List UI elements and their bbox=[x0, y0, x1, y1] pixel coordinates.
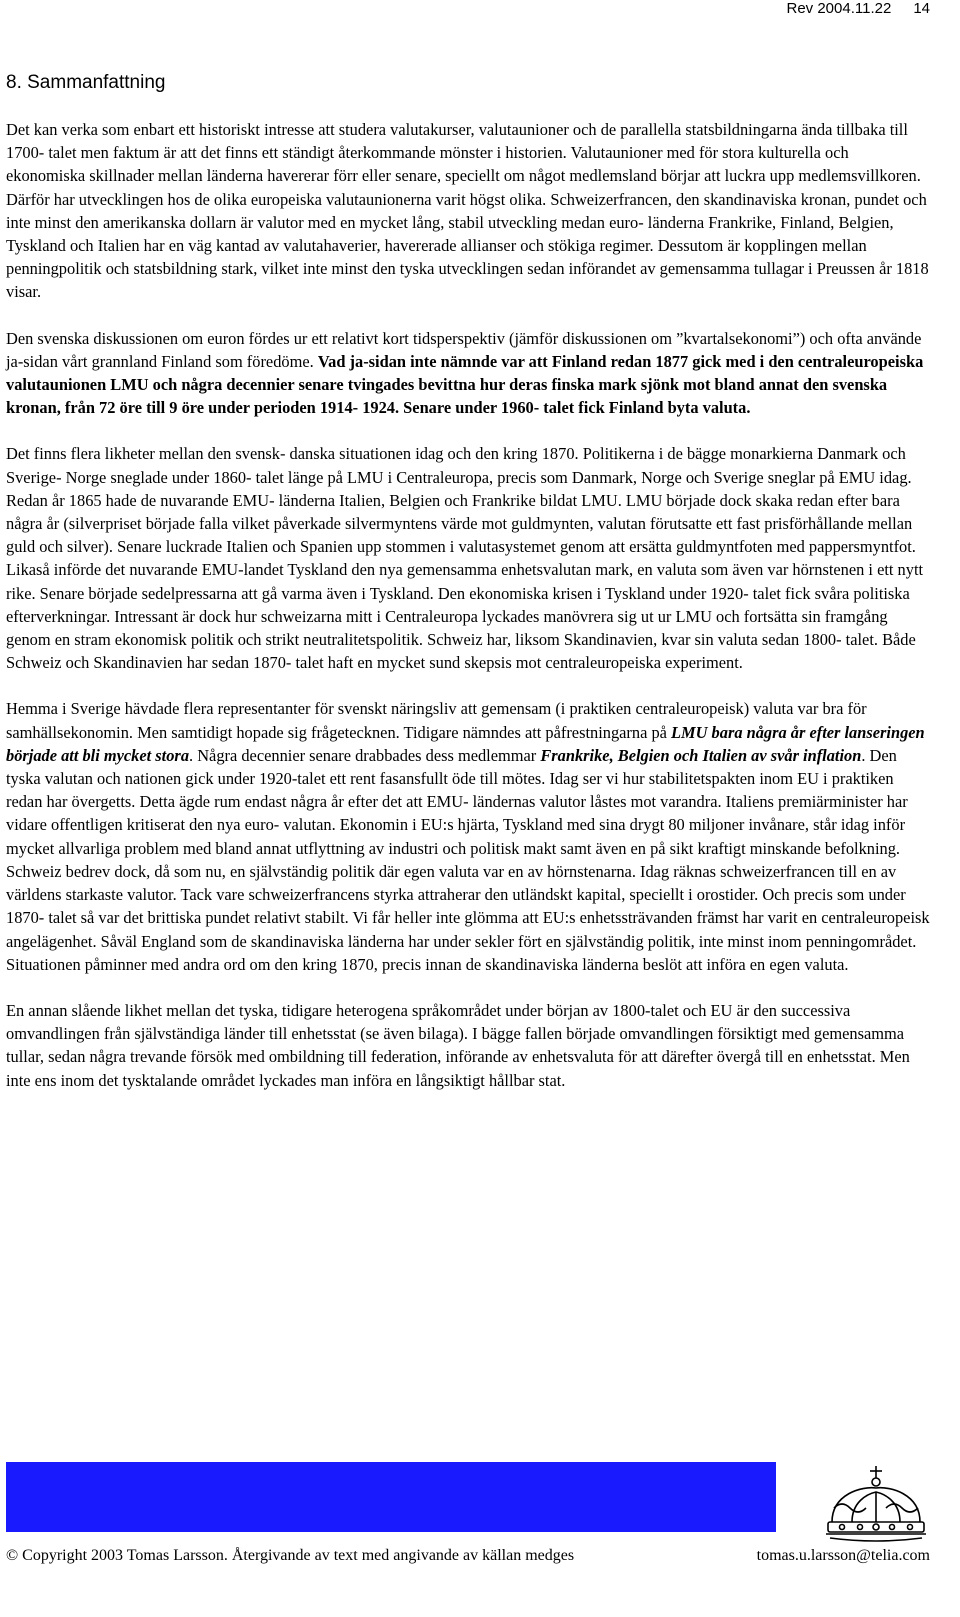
document-body bbox=[6, 118, 931, 1115]
revision-label: Rev 2004.11.22 bbox=[786, 0, 892, 17]
paragraph-3: Det finns flera likheter mellan den svensk- danska situationen idag och den kring 1870. Politikerna i de bägge monarkierna Danmark och Sverige- Norge sneglade under 1860- talet länge på LMU i Centraleuropa, precis som Danmark, Norge och Sverige sneglar på EMU idag. Redan år 1865 hade de nuvarande EMU- länderna Italien, Belgien och Frankrike bildat LMU. LMU började dock skaka redan efter bara några år (silverpriset började falla vilket påverkade silvermyntens värde mot guldmynten, valutan förutsatte ett fast prisförhållande mellan guld och silver). Senare luckrade Italien och Spanien upp stommen i valutasystemet genom att ersätta guldmyntfoten med pappersmyntfot. Likaså införde det nuvarande EMU-landet Tyskland den nya gemensamma enhetsvalutan mark, en valuta som även var hörnstenen i ett nytt rike. Senare började sedelpressarna att gå varma även i Tyskland. Den ekonomiska krisen i Tyskland under 1920- talet fick svåra politiska efterverkningar. Intressant är dock hur schweizarna mitt i Centraleuropa lyckades manövrera sig ut ur LMU och fortsätta sin framgång genom en stram ekonomisk politik och strikt neutralitetspolitik. Schweiz har, liksom Skandinavien, kvar sin valuta sedan 1800- talet. Både Schweiz och Skandinavien har sedan 1870- talet haft en mycket sund skepsis mot centraleuropeiska experiment. bbox=[6, 444, 924, 673]
footer-email: tomas.u.larsson@telia.com bbox=[756, 1547, 930, 1564]
p2-text-intro: Den svenska diskussionen om euron fördes ur ett relativt kort tidsperspektiv (jämför diskussionen om ”kvartalsekonomi”) och ofta använde ja-sidan vårt grannland Finland som föredöme. bbox=[6, 328, 922, 371]
p4-text-a: Hemma i Sverige hävdade flera representanter för svenskt näringsliv att gemensam (i praktiken centraleuropeisk) valuta var bra för samhällsekonomin. Men samtidigt hopade sig frågetecknen. Tidigare nämndes att påfrestningarna på bbox=[6, 699, 867, 742]
p1-text-rest: Schweizerfrancen, den skandinaviska kronan, pundet och inte minst den amerikanska dollarn är valutor med en mycket lång, stabil utveckling medan euro- länderna Frankrike, Finland, Belgien, Tyskland och Italien har en väg kantad av valutahaverier, havererade allianser och stökiga regimer. Dessutom är kopplingen mellan penningpolitik och statsbildning stark, vilket inte minst den tyska utvecklingen sedan införandet av gemensamma tullagar i Preussen år 1818 visar. bbox=[6, 189, 929, 302]
page-number: 14 bbox=[913, 0, 930, 17]
paragraph-1 bbox=[6, 118, 931, 304]
copyright-text: © Copyright 2003 Tomas Larsson. Återgivande av text med angivande av källan medges bbox=[6, 1547, 575, 1564]
p2-text-bold: Vad ja-sidan inte nämnde var att Finland redan 1877 gick med i den centraleuropeiska valutaunionen LMU och några decennier senare tvingades bevittna hur deras finska mark sjönk mot bland annat den svenska kronan, från 72 öre till 9 öre under perioden 1914- 1924. Senare under 1960- talet fick Finland byta valuta. bbox=[6, 351, 924, 418]
footer-blue-bar bbox=[6, 1462, 776, 1532]
section-heading: 8. Sammanfattning bbox=[6, 72, 166, 93]
p1-text-intro: Det kan verka som enbart ett historiskt intresse att studera valutakurser, valutaunioner och de parallella statsbildningarna ända tillbaka till 1700- talet men faktum är att det finns ett ständigt återkommande mönster i historien. bbox=[6, 120, 908, 163]
paragraph-2 bbox=[6, 327, 931, 420]
p4-text-bold-italic-2: Frankrike, Belgien och Italien av svår inflation bbox=[540, 745, 862, 765]
p4-text-c: . Några decennier senare drabbades dess medlemmar bbox=[189, 745, 541, 765]
paragraph-4 bbox=[6, 697, 931, 975]
p4-text-e: . Den tyska valutan och nationen gick under 1920-talet ett rent fasansfullt öde till mötes. Idag ser vi hur stabilitetspakten inom EU i praktiken redan har övergetts. Detta ägde rum endast några år efter det att EMU- ländernas valutor låstes mot varandra. Italiens premiärminister har vidare offentligen kritiserat den nya euro- valutan. Ekonomin i EU:s hjärta, Tyskland med sina drygt 80 miljoner invånare, står idag inför mycket allvarliga problem med bland annat utflyttning av industri och politisk makt samt även en på sikt kraftigt minskande befolkning. Schweiz bedrev dock, då som nu, en självständig politik där egen valuta var en av hörnstenarna. Idag räknas schweizerfrancen till en av världens starkaste valutor. Tack vare schweizerfrancens styrka attraherar den utländskt kapital, speciellt i orostider. Och precis som under 1870- talet så var det brittiska pundet relativt stabilt. Vi får heller inte glömma att EU:s enhetssträvanden främst har varit en centraleuropeisk angelägenhet. Såväl England som de skandinaviska länderna har under sekler fört en självständig politik, inte minst inom penningområdet. Situationen påminner med andra ord om den kring 1870, precis innan de skandinaviska länderna beslöt att införa en egen valuta. bbox=[6, 745, 930, 974]
p4-text-bold-italic-1: LMU bara några år efter lanseringen började att bli mycket stora bbox=[6, 722, 925, 765]
p1-text-emphasis: Valutaunioner med för stora kulturella och ekonomiska skillnader mellan länderna havererar förr eller senare, speciellt om något medlemsland börjar att luckra upp medlemsvillkoren. Därför har utvecklingen hos de olika europeiska valutaunionerna varit högst olika. bbox=[6, 143, 921, 209]
crown-logo-icon bbox=[812, 1464, 940, 1544]
paragraph-5: En annan slående likhet mellan det tyska, tidigare heterogena språkområdet under början av 1800-talet och EU är den successiva omvandlingen från självständiga länder till enhetsstat (se även bilaga). I bägge fallen började omvandlingen försiktigt med gemensamma tullar, sedan några trevande försök med ombildning till federation, införande av enhetsvaluta för att därefter övergå till en enhetsstat. Men inte ens inom det tysktalande området lyckades man införa en långsiktigt hållbar stat. bbox=[6, 1000, 910, 1090]
page-header bbox=[787, 0, 931, 18]
footer bbox=[6, 1546, 930, 1566]
